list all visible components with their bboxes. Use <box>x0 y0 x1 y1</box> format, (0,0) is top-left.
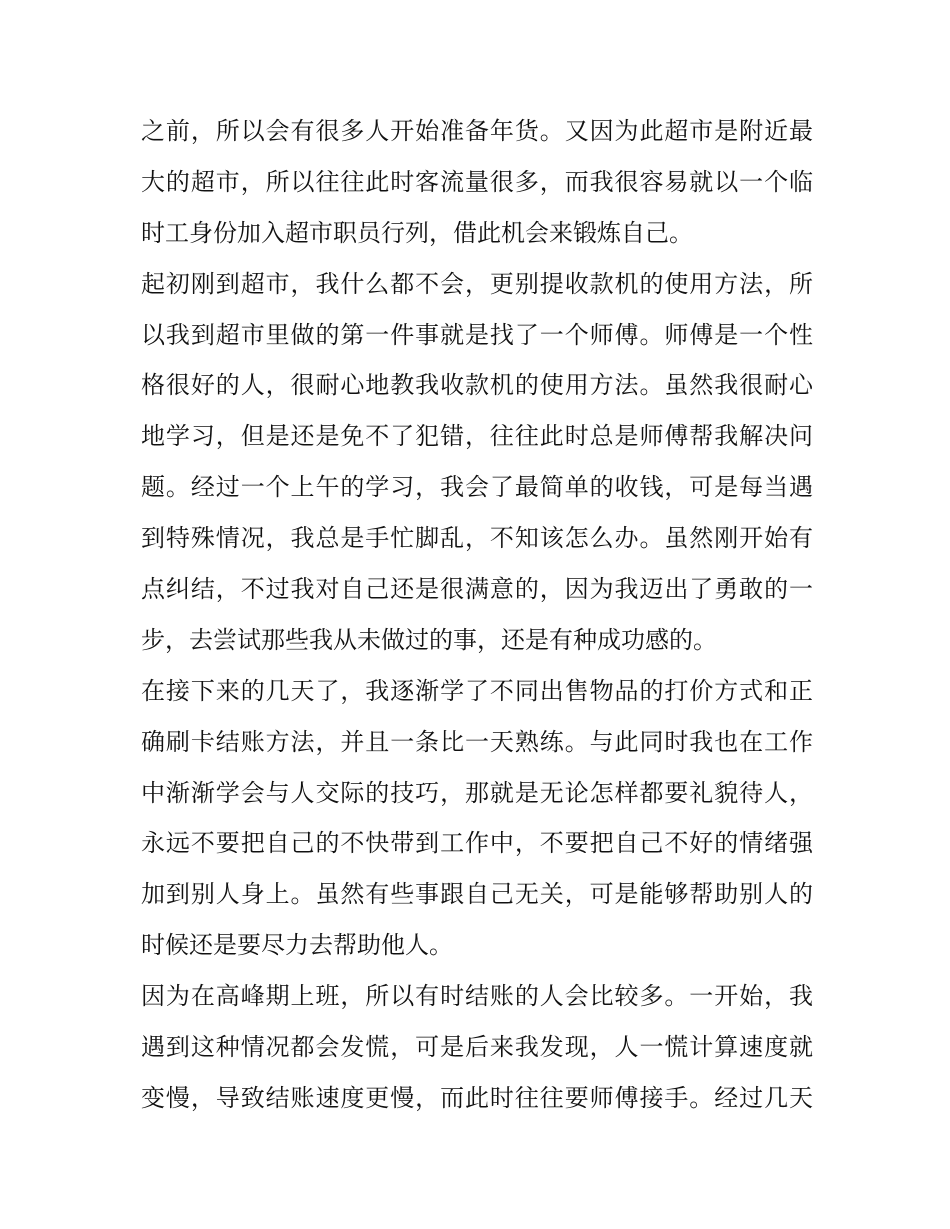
text-line: 起初刚到超市，我什么都不会，更别提收款机的使用方法，所 <box>141 269 813 298</box>
text-line: 步，去尝试那些我从未做过的事，还是有种成功感的。 <box>141 625 717 654</box>
text-line: 永远不要把自己的不快带到工作中，不要把自己不好的情绪强 <box>141 829 813 858</box>
text-line: 变慢，导致结账速度更慢，而此时往往要师傅接手。经过几天 <box>141 1083 813 1112</box>
text-line: 在接下来的几天了，我逐渐学了不同出售物品的打价方式和正 <box>141 676 813 705</box>
text-line: 确刷卡结账方法，并且一条比一天熟练。与此同时我也在工作 <box>141 727 813 756</box>
text-line: 因为在高峰期上班，所以有时结账的人会比较多。一开始，我 <box>141 982 813 1011</box>
paragraph <box>141 106 813 259</box>
text-line: 时候还是要尽力去帮助他人。 <box>141 931 453 960</box>
text-line: 加到别人身上。虽然有些事跟自己无关，可是能够帮助别人的 <box>141 880 813 909</box>
text-line: 时工身份加入超市职员行列，借此机会来锻炼自己。 <box>141 218 693 247</box>
text-line: 题。经过一个上午的学习，我会了最简单的收钱，可是每当遇 <box>141 473 813 502</box>
text-line: 以我到超市里做的第一件事就是找了一个师傅。师傅是一个性 <box>141 320 813 349</box>
paragraph <box>141 259 813 666</box>
text-line: 中渐渐学会与人交际的技巧，那就是无论怎样都要礼貌待人， <box>141 778 813 807</box>
paragraph <box>141 971 813 1124</box>
text-line: 格很好的人，很耐心地教我收款机的使用方法。虽然我很耐心 <box>141 371 813 400</box>
text-line: 遇到这种情况都会发慌，可是后来我发现，人一慌计算速度就 <box>141 1033 813 1062</box>
text-line: 之前，所以会有很多人开始准备年货。又因为此超市是附近最 <box>141 117 813 145</box>
text-line: 大的超市，所以往往此时客流量很多，而我很容易就以一个临 <box>141 167 813 196</box>
body-text <box>141 106 813 1124</box>
text-line: 地学习，但是还是免不了犯错，往往此时总是师傅帮我解决问 <box>141 422 813 451</box>
text-line: 到特殊情况，我总是手忙脚乱，不知该怎么办。虽然刚开始有 <box>141 524 813 553</box>
paragraph <box>141 666 813 971</box>
text-line: 点纠结，不过我对自己还是很满意的，因为我迈出了勇敢的一 <box>141 575 813 604</box>
